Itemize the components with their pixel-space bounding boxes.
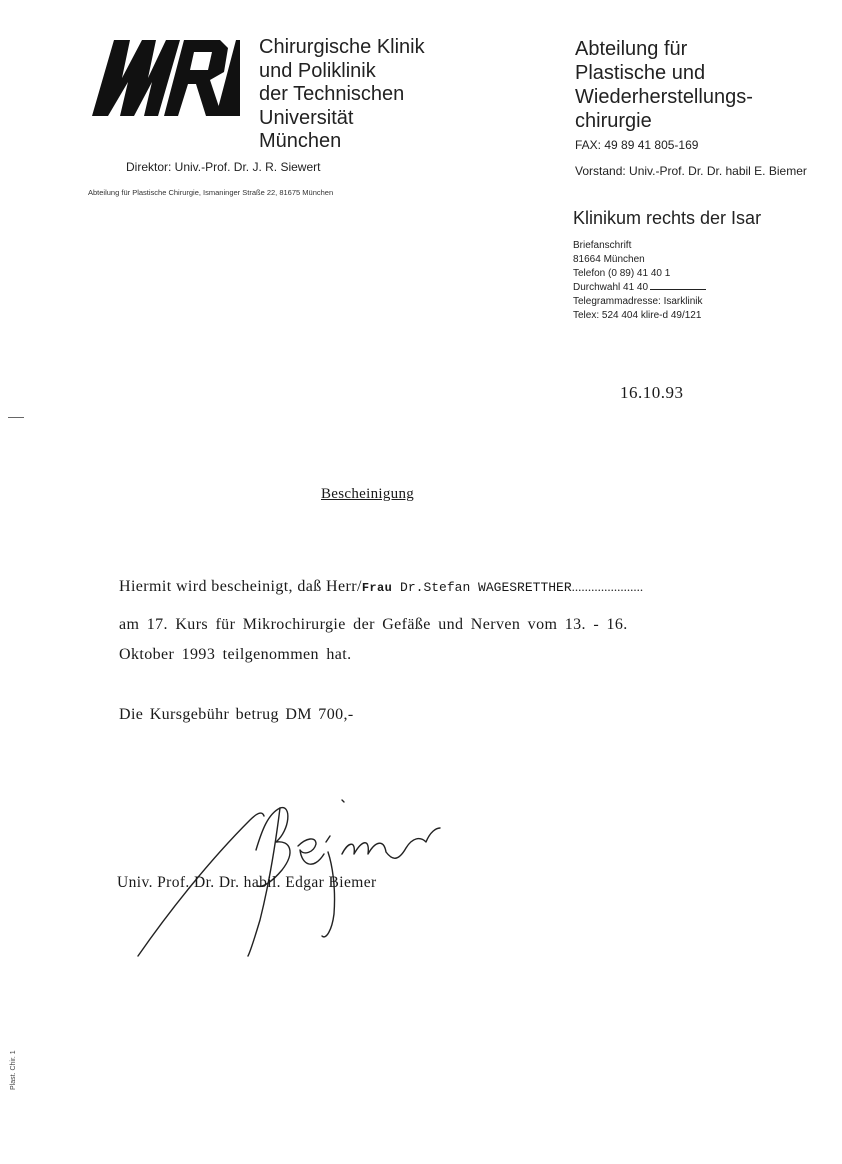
telegramm-line: Telegrammadresse: Isarklinik <box>573 296 703 307</box>
department-line: Plastische und <box>575 62 706 84</box>
body-line-1-prefix: Hiermit wird bescheinigt, daß Herr/ <box>119 578 362 595</box>
sender-address-line: Abteilung für Plastische Chirurgie, Ismaninger Straße 22, 81675 München <box>88 188 334 197</box>
body-line-3: Oktober 1993 teilgenommen hat. <box>119 646 352 663</box>
durchwahl-row <box>573 281 706 295</box>
durchwahl-blank <box>650 289 706 290</box>
mri-logo <box>90 38 240 123</box>
course-fee-line: Die Kursgebühr betrug DM 700,- <box>119 706 354 723</box>
participant-name: Dr.Stefan WAGESRETTHER <box>392 580 572 595</box>
struck-salutation: Frau <box>361 581 393 595</box>
briefanschrift-label: Briefanschrift <box>573 240 632 251</box>
klinikum-name: Klinikum rechts der Isar <box>573 208 762 228</box>
body-line-1 <box>119 578 643 596</box>
dotted-fill: ...................... <box>571 579 644 594</box>
fax-number: FAX: 49 89 41 805-169 <box>575 138 699 152</box>
postal-city: 81664 München <box>573 254 645 265</box>
document-title: Bescheinigung <box>321 486 415 502</box>
contact-block <box>573 239 706 323</box>
form-code: Plast. Chir. 1 <box>10 1050 17 1090</box>
department-line: Abteilung für <box>575 38 688 60</box>
institution-line: Universität <box>259 106 354 129</box>
durchwahl-line: Durchwahl 41 40 <box>573 282 649 293</box>
telefon-line: Telefon (0 89) 41 40 1 <box>573 268 671 279</box>
director-line: Direktor: Univ.-Prof. Dr. J. R. Siewert <box>126 160 321 174</box>
telex-line: Telex: 524 404 klire-d 49/121 <box>573 310 702 321</box>
fold-mark <box>8 417 24 418</box>
letter-date: 16.10.93 <box>620 383 684 402</box>
department-line: Wiederherstellungs- <box>575 86 753 108</box>
department-line: chirurgie <box>575 110 652 132</box>
institution-line: München <box>259 130 342 152</box>
institution-line: der Technischen <box>259 83 405 105</box>
institution-line: Chirurgische Klinik <box>259 36 425 58</box>
vorstand-line: Vorstand: Univ.-Prof. Dr. Dr. habil E. Biemer <box>575 164 807 178</box>
signatory-name: Univ. Prof. Dr. Dr. habil. Edgar Biemer <box>117 874 377 891</box>
body-line-2: am 17. Kurs für Mikrochirurgie der Gefäße und Nerven vom 13. - 16. <box>119 616 628 633</box>
department-name <box>575 37 753 133</box>
institution-line: und Poliklinik <box>259 59 376 82</box>
institution-name <box>259 36 425 154</box>
